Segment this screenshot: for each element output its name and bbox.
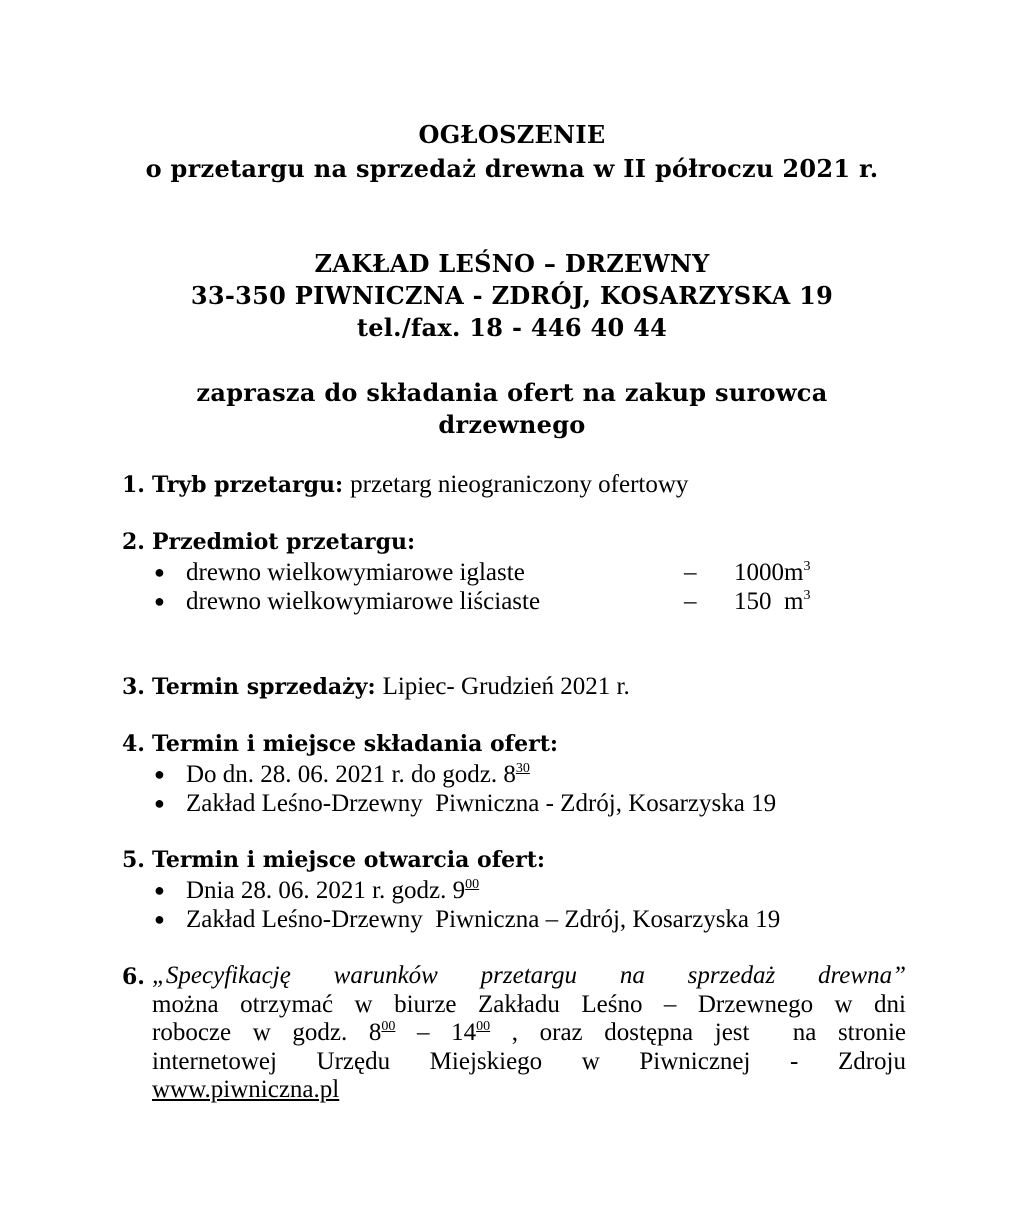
section-subject-heading [122, 527, 912, 558]
office-hours-end-minutes: 00 [476, 1019, 491, 1034]
submission-place: Zakład Leśno-Drzewny Piwniczna - Zdrój, Kosarzyska 19 [186, 790, 777, 817]
section-subject [122, 527, 912, 616]
list-item [154, 876, 912, 905]
section-number: 5. [122, 847, 145, 873]
section-offer-submission-heading [122, 729, 912, 760]
item-unit-exponent: 3 [803, 588, 811, 603]
item-label: drewno wielkowymiarowe liściaste [186, 588, 541, 615]
company-address: 33-350 PIWNICZNA - ZDRÓJ, KOSARZYSKA 19 [190, 281, 834, 310]
list-item [154, 789, 912, 818]
section-sale-period-title: Termin sprzedaży: [151, 674, 376, 700]
section-sale-period-value: Lipiec- Grudzień 2021 r. [382, 673, 630, 700]
bullet-icon: ● [154, 909, 165, 929]
bullet-icon: ● [154, 793, 165, 813]
office-hours-end: – 14 [395, 1019, 477, 1046]
specification-body [122, 962, 906, 1105]
item-dash: – [684, 588, 697, 615]
specification-line-4: internetowej Urzędu Miejskiego w Piwnicznej - Zdroju [152, 1047, 906, 1075]
company-name: ZAKŁAD LEŚNO – DRZEWNY [314, 249, 710, 278]
item-amount [734, 558, 810, 587]
specification-line-3 [152, 1019, 906, 1048]
section-offer-submission [122, 729, 912, 818]
opening-place: Zakład Leśno-Drzewny Piwniczna – Zdrój, Kosarzyska 19 [186, 906, 781, 933]
list-item [154, 905, 912, 934]
office-hours-start-minutes: 00 [381, 1019, 396, 1034]
item-amount-value: 150 m [734, 588, 804, 615]
list-item [154, 558, 912, 587]
item-unit-exponent: 3 [803, 559, 811, 574]
company-phone: tel./fax. 18 - 446 40 44 [356, 313, 668, 342]
section-number: 1. [122, 472, 145, 498]
section-sale-period-heading [122, 672, 912, 703]
section-mode-value: przetarg nieograniczony ofertowy [350, 471, 689, 498]
list-item [154, 760, 912, 789]
office-hours-start: robocze w godz. 8 [152, 1019, 382, 1046]
announcement-title: OGŁOSZENIE [418, 120, 606, 149]
section-mode [122, 470, 912, 501]
section-specification [122, 962, 906, 1105]
section-number: 6. [122, 964, 145, 990]
item-amount [734, 587, 810, 616]
offer-opening-list [122, 876, 912, 934]
offer-submission-list [122, 760, 912, 818]
bullet-icon: ● [154, 764, 165, 784]
section-mode-title: Tryb przetargu: [151, 472, 344, 498]
invitation-line-1: zaprasza do składania ofert na zakup surowca [196, 378, 828, 407]
opening-date-minutes: 00 [465, 877, 480, 892]
section-offer-submission-title: Termin i miejsce składania ofert: [151, 731, 559, 757]
specification-title: „Specyfikację warunków przetargu na sprzedaż drewna” [152, 962, 906, 989]
announcement-subtitle: o przetargu na sprzedaż drewna w II półroczu 2021 r. [145, 154, 879, 183]
bullet-icon: ● [154, 562, 165, 582]
submission-deadline: Do dn. 28. 06. 2021 r. do godz. 8 [186, 761, 516, 788]
section-number: 3. [122, 674, 145, 700]
item-label: drewno wielkowymiarowe iglaste [186, 559, 525, 586]
specification-availability: , oraz dostępna jest na stronie [490, 1019, 906, 1046]
list-item [154, 587, 912, 616]
subject-list [122, 558, 912, 616]
opening-date: Dnia 28. 06. 2021 r. godz. 9 [186, 877, 466, 904]
item-dash: – [684, 559, 697, 586]
item-amount-value: 1000m [734, 559, 804, 586]
section-sale-period [122, 672, 912, 703]
specification-line-5 [152, 1076, 906, 1105]
section-offer-opening-title: Termin i miejsce otwarcia ofert: [151, 847, 546, 873]
invitation-line-2: drzewnego [438, 410, 586, 439]
specification-line-2: można otrzymać w biurze Zakładu Leśno – Drzewnego w dni [152, 990, 906, 1018]
section-mode-heading [122, 470, 912, 501]
section-offer-opening [122, 845, 912, 934]
bullet-icon: ● [154, 880, 165, 900]
submission-deadline-minutes: 30 [515, 761, 530, 776]
website-link[interactable]: www.piwniczna.pl [152, 1076, 340, 1103]
section-subject-title: Przedmiot przetargu: [151, 529, 416, 555]
section-number: 2. [122, 529, 145, 555]
bullet-icon: ● [154, 591, 165, 611]
section-offer-opening-heading [122, 845, 912, 876]
section-number: 4. [122, 731, 145, 757]
